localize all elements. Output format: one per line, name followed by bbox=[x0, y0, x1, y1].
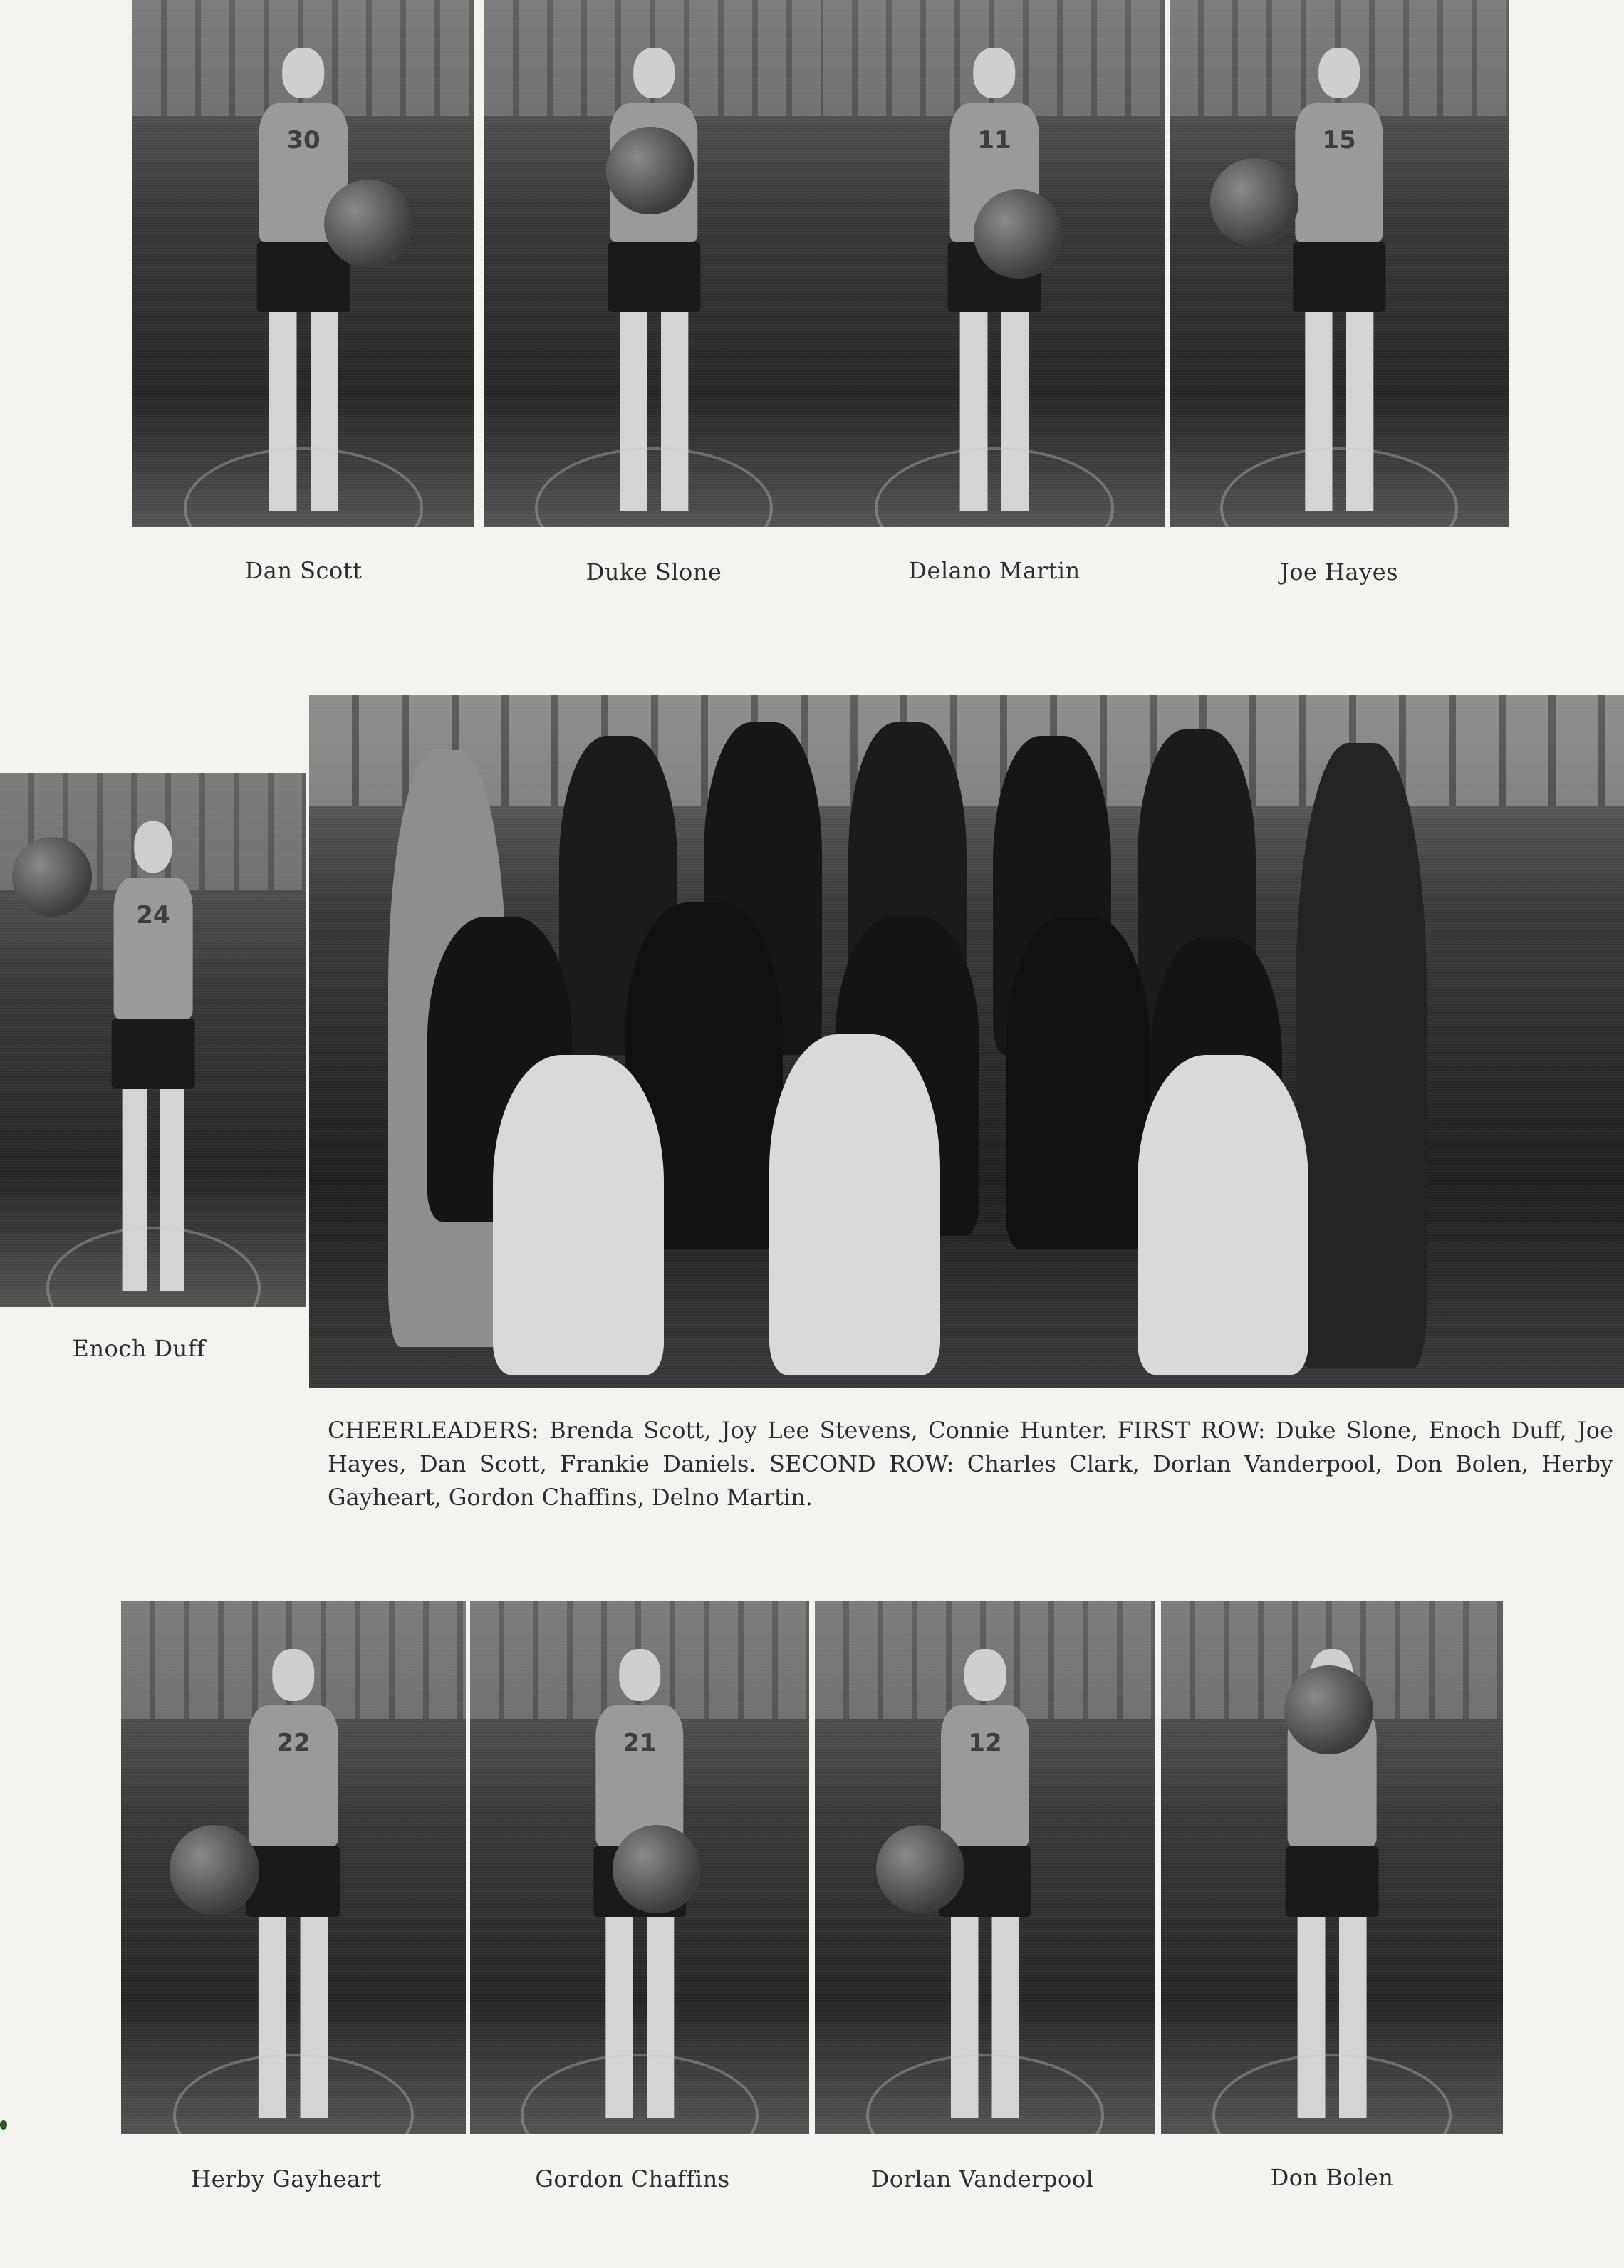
jersey-number: 30 bbox=[286, 126, 321, 155]
player-name-caption: Dan Scott bbox=[244, 557, 363, 584]
player-name-caption: Dorlan Vanderpool bbox=[870, 2165, 1094, 2192]
player-photo-enoch-duff bbox=[0, 773, 306, 1307]
player-name-caption: Duke Slone bbox=[585, 558, 722, 586]
coach-figure bbox=[1296, 743, 1427, 1368]
player-figure bbox=[242, 48, 365, 511]
player-name-caption: Gordon Chaffins bbox=[535, 2165, 730, 2192]
basketball bbox=[876, 1825, 964, 1913]
player-photo-delano-martin bbox=[823, 0, 1165, 527]
player-photo-dorlan-vanderpool bbox=[815, 1601, 1155, 2134]
basketball bbox=[974, 189, 1063, 279]
jersey-number: 24 bbox=[136, 900, 170, 930]
player-photo-gordon-chaffins bbox=[470, 1601, 809, 2134]
player-figure bbox=[98, 821, 209, 1291]
cheerleader-figure bbox=[1138, 1055, 1308, 1374]
jersey-number: 22 bbox=[276, 1729, 311, 1758]
basketball bbox=[1284, 1665, 1373, 1754]
group-photo-caption: CHEERLEADERS: Brenda Scott, Joy Lee Stevens, Connie Hunter. FIRST ROW: Duke Slone, Enoch Duff, Joe Hayes, Dan Scott, Frankie Daniels. SECOND ROW: Charles Clark, Dorlan Vanderpool, Don Bolen, Herby Gayheart, Gordon Chaffins, Delno Martin. bbox=[328, 1417, 1613, 1511]
basketball bbox=[606, 127, 694, 215]
player-photo-herby-gayheart bbox=[121, 1601, 466, 2134]
team-member-figure bbox=[1006, 917, 1150, 1250]
basketball bbox=[12, 837, 92, 917]
player-name-caption: Joe Hayes bbox=[1279, 558, 1399, 586]
jersey-number: 21 bbox=[623, 1729, 657, 1758]
player-photo-dan-scott bbox=[132, 0, 474, 527]
basketball bbox=[1210, 158, 1298, 246]
player-name-caption: Don Bolen bbox=[1270, 2164, 1394, 2191]
cheerleader-figure bbox=[769, 1034, 940, 1374]
player-figure bbox=[933, 48, 1056, 511]
basketball bbox=[170, 1825, 259, 1915]
player-name-caption: Enoch Duff bbox=[72, 1335, 206, 1362]
team-group-photo bbox=[309, 695, 1624, 1388]
player-name-caption: Delano Martin bbox=[908, 557, 1081, 584]
player-figure bbox=[593, 48, 714, 511]
jersey-number: 15 bbox=[1322, 126, 1356, 155]
basketball bbox=[613, 1825, 701, 1913]
player-name-caption: Herby Gayheart bbox=[191, 2165, 382, 2192]
player-photo-duke-slone bbox=[484, 0, 823, 527]
player-photo-don-bolen bbox=[1161, 1601, 1503, 2134]
player-photo-joe-hayes bbox=[1170, 0, 1509, 527]
player-figure bbox=[1278, 48, 1400, 511]
jersey-number: 12 bbox=[968, 1729, 1002, 1758]
cheerleader-figure bbox=[493, 1055, 664, 1374]
basketball bbox=[324, 180, 413, 269]
jersey-number: 11 bbox=[977, 126, 1011, 155]
scan-speck bbox=[0, 2120, 7, 2130]
